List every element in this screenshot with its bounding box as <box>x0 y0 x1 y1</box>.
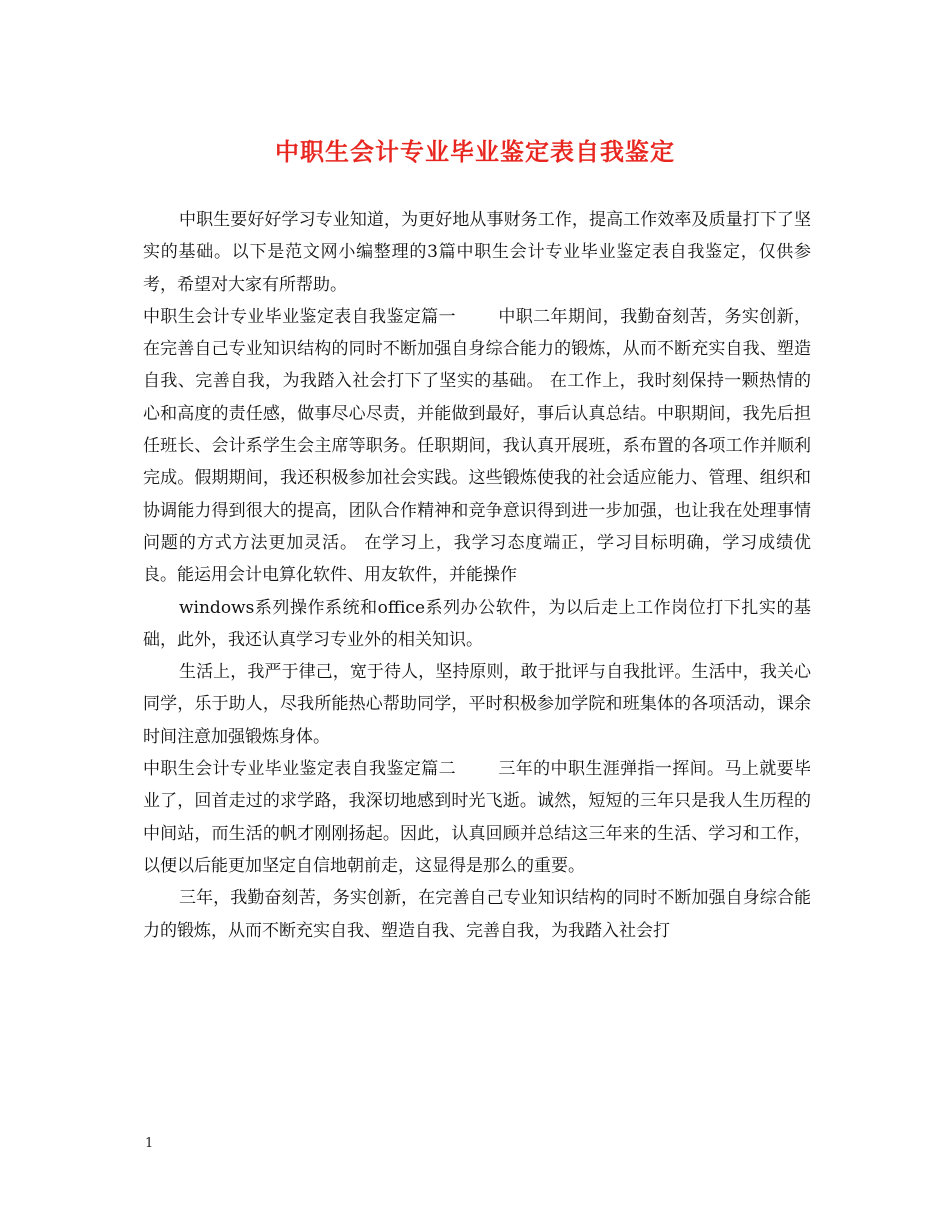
section-two-heading: 中职生会计专业毕业鉴定表自我鉴定篇二 <box>143 759 456 780</box>
intro-paragraph: 中职生要好好学习专业知道，为更好地从事财务工作，提高工作效率及质量打下了坚实的基础。以下是范文网小编整理的3篇中职生会计专业毕业鉴定表自我鉴定，仅供参考，希望对大家有所帮助。 <box>143 210 811 295</box>
document-body <box>143 204 811 947</box>
section-one-paragraph-3: 生活上，我严于律己，宽于待人，坚持原则，敢于批评与自我批评。生活中，我关心同学，乐于助人，尽我所能热心帮助同学，平时积极参加学院和班集体的各项活动，课余时间注意加强锻炼身体。 <box>143 662 811 747</box>
section-one-text: 中职二年期间，我勤奋刻苦，务实创新，在完善自己专业知识结构的同时不断加强自身综合能力的锻炼，从而不断充实自我、塑造自我、完善自我，为我踏入社会打下了坚实的基础。 在工作上，我时刻保持一颗热情的心和高度的责任感，做事尽心尽责，并能做到最好，事后认真总结。中职期间，我先后担任班长、会计系学生会主席等职务。任职期间，我认真开展班，系布置的各项工作并顺利完成。假期期间，我还积极参加社会实践。这些锻炼使我的社会适应能力、管理、组织和协调能力得到很大的提高，团队合作精神和竞争意识得到进一步加强，也让我在处理事情问题的方式方法更加灵活。 在学习上，我学习态度端正，学习目标明确，学习成绩优良。能运用会计电算化软件、用友软件，并能操作 <box>143 306 811 586</box>
section-two-text: 三年的中职生涯弹指一挥间。马上就要毕业了，回首走过的求学路，我深切地感到时光飞逝。诚然，短短的三年只是我人生历程的中间站，而生活的帆才刚刚扬起。因此，认真回顾并总结这三年来的生活、学习和工作，以便以后能更加坚定自信地朝前走，这显得是那么的重要。 <box>143 759 811 876</box>
section-two-paragraph <box>143 753 811 882</box>
document-title: 中职生会计专业毕业鉴定表自我鉴定 <box>275 137 675 166</box>
section-two-paragraph-2: 三年，我勤奋刻苦，务实创新，在完善自己专业知识结构的同时不断加强自身综合能力的锻炼，从而不断充实自我、塑造自我、完善自我，为我踏入社会打 <box>143 888 811 941</box>
page-number: 1 <box>145 1136 154 1151</box>
section-one-paragraph <box>143 301 811 592</box>
section-one-paragraph-2: windows系列操作系统和office系列办公软件，为以后走上工作岗位打下扎实的基础，此外，我还认真学习专业外的相关知识。 <box>143 597 811 650</box>
section-one-heading: 中职生会计专业毕业鉴定表自我鉴定篇一 <box>143 306 456 327</box>
